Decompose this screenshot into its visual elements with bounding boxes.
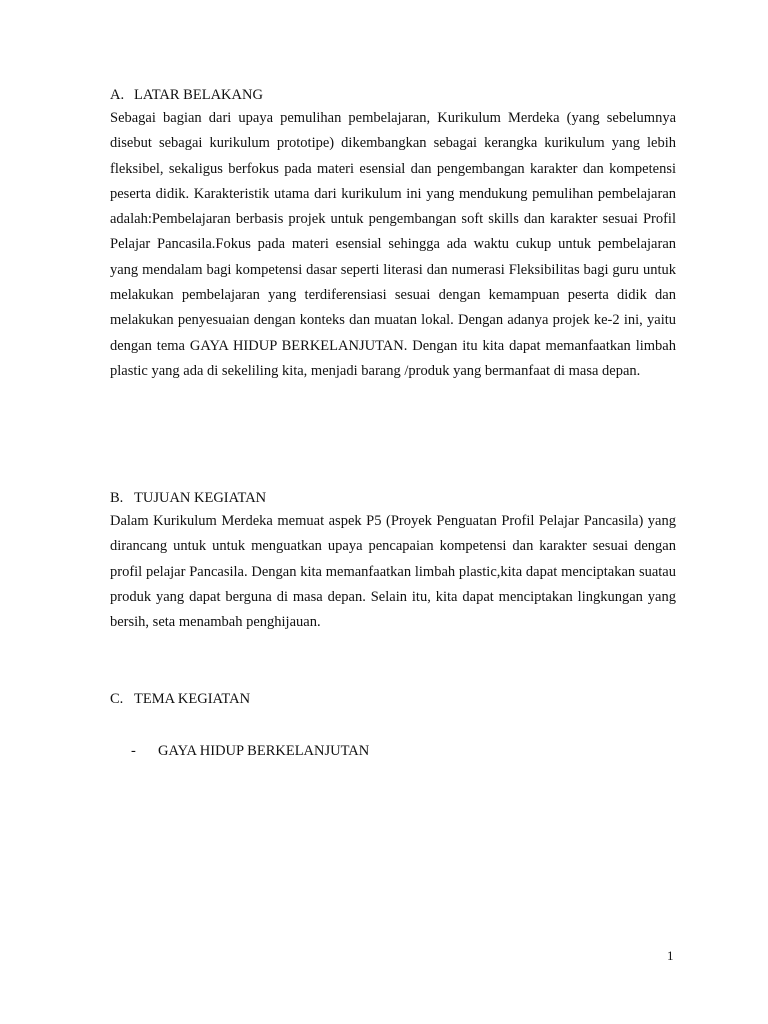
bullet-dash: - xyxy=(131,743,136,759)
section-a-title: LATAR BELAKANG xyxy=(134,87,263,103)
page-number: 1 xyxy=(667,948,674,963)
section-a-letter: A. xyxy=(110,87,125,103)
section-c-heading xyxy=(110,690,250,708)
section-a-paragraph: Sebagai bagian dari upaya pemulihan pembelajaran, Kurikulum Merdeka (yang sebelumnya disebut sebagai kurikulum prototipe) dikembangkan sebagai kerangka kurikulum yang lebih fleksibel, sekaligus berfokus pada materi esensial dan pengembangan karakter dan kompetensi peserta didik. Karakteristik utama dari kurikulum ini yang mendukung pemulihan pembelajaran adalah:Pembelajaran berbasis projek untuk pengembangan soft skills dan karakter sesuai Profil Pelajar Pancasila.Fokus pada materi esensial sehingga ada waktu cukup untuk pembelajaran yang mendalam bagi kompetensi dasar seperti literasi dan numerasi Fleksibilitas bagi guru untuk melakukan pembelajaran yang terdiferensiasi sesuai dengan kemampuan peserta didik dan melakukan penyesuaian dengan konteks dan muatan lokal. Dengan adanya projek ke-2 ini, yaitu dengan tema GAYA HIDUP BERKELANJUTAN. Dengan itu kita dapat memanfaatkan limbah plastic yang ada di sekeliling kita, menjadi barang /produk yang bermanfaat di masa depan. xyxy=(110,110,676,379)
section-b-paragraph: Dalam Kurikulum Merdeka memuat aspek P5 (Proyek Penguatan Profil Pelajar Pancasila) yang dirancang untuk untuk menguatkan upaya pencapaian kompetensi dan karakter sesuai dengan profil pelajar Pancasila. Dengan kita memanfaatkan limbah plastic,kita dapat menciptakan suatau produk yang dapat berguna di masa depan. Selain itu, kita dapat menciptakan lingkungan yang bersih, seta menambah penghijauan. xyxy=(110,513,676,631)
section-c-title: TEMA KEGIATAN xyxy=(134,691,251,707)
section-b-letter: B. xyxy=(110,490,124,506)
section-c-letter: C. xyxy=(110,691,124,707)
bullet-text: GAYA HIDUP BERKELANJUTAN xyxy=(158,743,370,759)
theme-bullet-item xyxy=(131,742,369,760)
section-a-heading xyxy=(110,86,263,104)
section-b-title: TUJUAN KEGIATAN xyxy=(134,490,267,506)
section-b-heading xyxy=(110,489,266,507)
